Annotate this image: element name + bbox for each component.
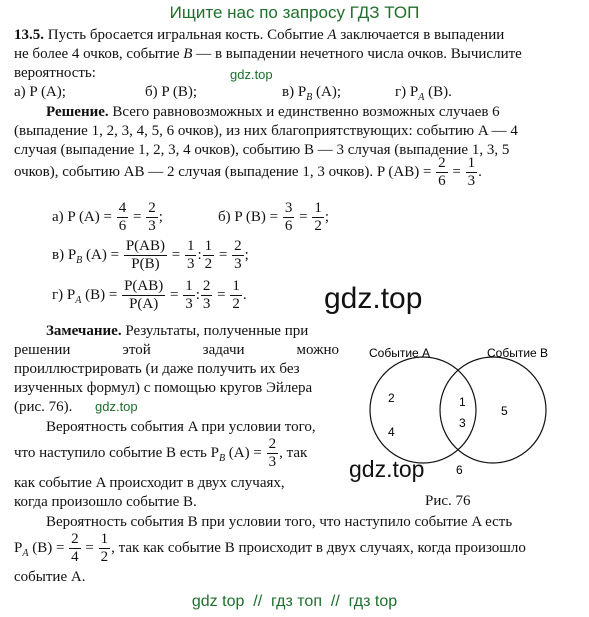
- remark-p3-line-3: событие A.: [14, 569, 86, 585]
- fraction: $\frac{4}{6}$: [118, 200, 127, 234]
- region-number: 2: [388, 391, 395, 405]
- solution-line-4: очков), событию AB — 2 случая (выпадение 1, 3 очков). P (AB) = $\frac{2}{6}$ = $\frac{1}{3}$ .: [14, 155, 482, 189]
- watermark-mid-2: gdz.top: [349, 456, 425, 482]
- fraction: $\frac{P(AB)}{P(B)}$: [125, 238, 165, 272]
- region-number: 5: [501, 404, 508, 418]
- fraction: $\frac{1}{2}$: [204, 238, 213, 272]
- remark-line-4: изученных формул) с помощью кругов Эйлера: [14, 380, 313, 396]
- solution-line-1: Решение. Всего равновозможных и единственно возможных случаев 6: [46, 104, 500, 120]
- fraction: $\frac{1}{3}$: [186, 238, 195, 272]
- remark-p2-line-4: когда произошло событие B.: [14, 494, 197, 510]
- solution-line-3: случая (выпадение 1, 2, 3, 4 очков), событию B — 3 случая (выпадение 1, 3, 5: [14, 142, 510, 158]
- fraction: $\frac{2}{4}$: [71, 531, 79, 565]
- label-event-b: Событие B: [487, 346, 549, 360]
- solution-line-2: (выпадение 1, 2, 3, 4, 5, 6 очков), из них благоприятствующих: событию A — 4: [14, 123, 518, 139]
- problem-number: 13.5.: [14, 27, 44, 43]
- remark-line-3: проиллюстрировать (и даже получить их без: [14, 361, 300, 377]
- fraction: $\frac{1}{3}$: [467, 155, 476, 189]
- solution-a: а) P (A) = $\frac{4}{6}$ = $\frac{2}{3}$ ;: [52, 200, 163, 234]
- fraction: $\frac{3}{6}$: [284, 200, 293, 234]
- fraction: $\frac{1}{3}$: [185, 278, 193, 312]
- fraction: $\frac{2}{3}$: [148, 200, 156, 234]
- region-number: 1: [459, 395, 466, 409]
- problem-line-1: 13.5. Пусть бросается игральная кость. Событие A заключается в выпадении: [14, 27, 505, 43]
- region-number: 4: [388, 425, 395, 439]
- problem-line-3: вероятность:: [14, 65, 96, 81]
- fraction: $\frac{2}{6}$: [438, 155, 446, 189]
- region-number: 6: [456, 463, 463, 477]
- problem-option-b: б) P (B);: [145, 84, 198, 100]
- remark-p3-line-1: Вероятность события B при условии того, что наступило событие A есть: [46, 514, 513, 530]
- figure-caption: Рис. 76: [425, 493, 471, 509]
- remark-p2-line-1: Вероятность события A при условии того,: [46, 419, 316, 435]
- fraction: $\frac{P(AB)}{P(A)}$: [124, 278, 164, 312]
- solution-v: в) $P_B$ (A) = $\frac{P(AB)}{P(B)}$ = $\frac{1}{3}$ : $\frac{1}{2}$ = $\frac{2}{3}$ ;: [52, 238, 249, 272]
- solution-b: б) P (B) = $\frac{3}{6}$ = $\frac{1}{2}$ ;: [218, 200, 330, 234]
- fraction: $\frac{2}{3}$: [234, 238, 242, 272]
- fraction: $\frac{1}{2}$: [232, 278, 240, 312]
- region-number: 3: [459, 416, 466, 430]
- euler-diagram: [355, 340, 575, 515]
- fraction: $\frac{2}{3}$: [268, 436, 277, 470]
- watermark-top: Ищите нас по запросу ГДЗ ТОП: [169, 3, 420, 22]
- problem-line-2: не более 4 очков, событие B — в выпадении нечетного числа очков. Вычислите: [14, 46, 522, 62]
- circle-event-a: [370, 357, 476, 463]
- fraction: $\frac{2}{3}$: [202, 278, 211, 312]
- remark-line-1: Замечание. Результаты, полученные при: [46, 323, 309, 339]
- label-event-a: Событие A: [369, 346, 431, 360]
- circle-event-b: [440, 357, 546, 463]
- watermark-bottom: gdz top // гдз топ // гдз top: [191, 593, 398, 610]
- solution-g: г) $P_A$ (B) = $\frac{P(AB)}{P(A)}$ = $\frac{1}{3}$ : $\frac{2}{3}$ = $\frac{1}{2}$ .: [52, 278, 247, 312]
- watermark-small-2: gdz.top: [95, 399, 138, 414]
- remark-p2-line-2: что наступило событие B есть $P_B$ (A) = $\frac{2}{3}$ , так: [14, 436, 308, 470]
- remark-line-5: (рис. 76).: [14, 399, 73, 415]
- watermark-small-1: gdz.top: [230, 67, 273, 82]
- remark-heading: Замечание.: [46, 323, 122, 339]
- fraction: $\frac{1}{2}$: [314, 200, 322, 234]
- problem-option-a: а) P (A);: [14, 84, 66, 100]
- solution-heading: Решение.: [46, 104, 109, 120]
- remark-line-2: решении этой задачи можно: [14, 342, 339, 358]
- problem-option-g: г) $P_A$ (B).: [395, 84, 452, 103]
- remark-p2-line-3: как событие A происходит в двух случаях,: [14, 475, 285, 491]
- remark-p3-line-2: $P_A$ (B) = $\frac{2}{4}$ = $\frac{1}{2}$ , так как событие B происходит в двух случаях, когда произошло: [14, 531, 526, 565]
- problem-option-v: в) $P_B$ (A);: [282, 84, 342, 103]
- fraction: $\frac{1}{2}$: [100, 531, 109, 565]
- watermark-mid: gdz.top: [324, 282, 423, 315]
